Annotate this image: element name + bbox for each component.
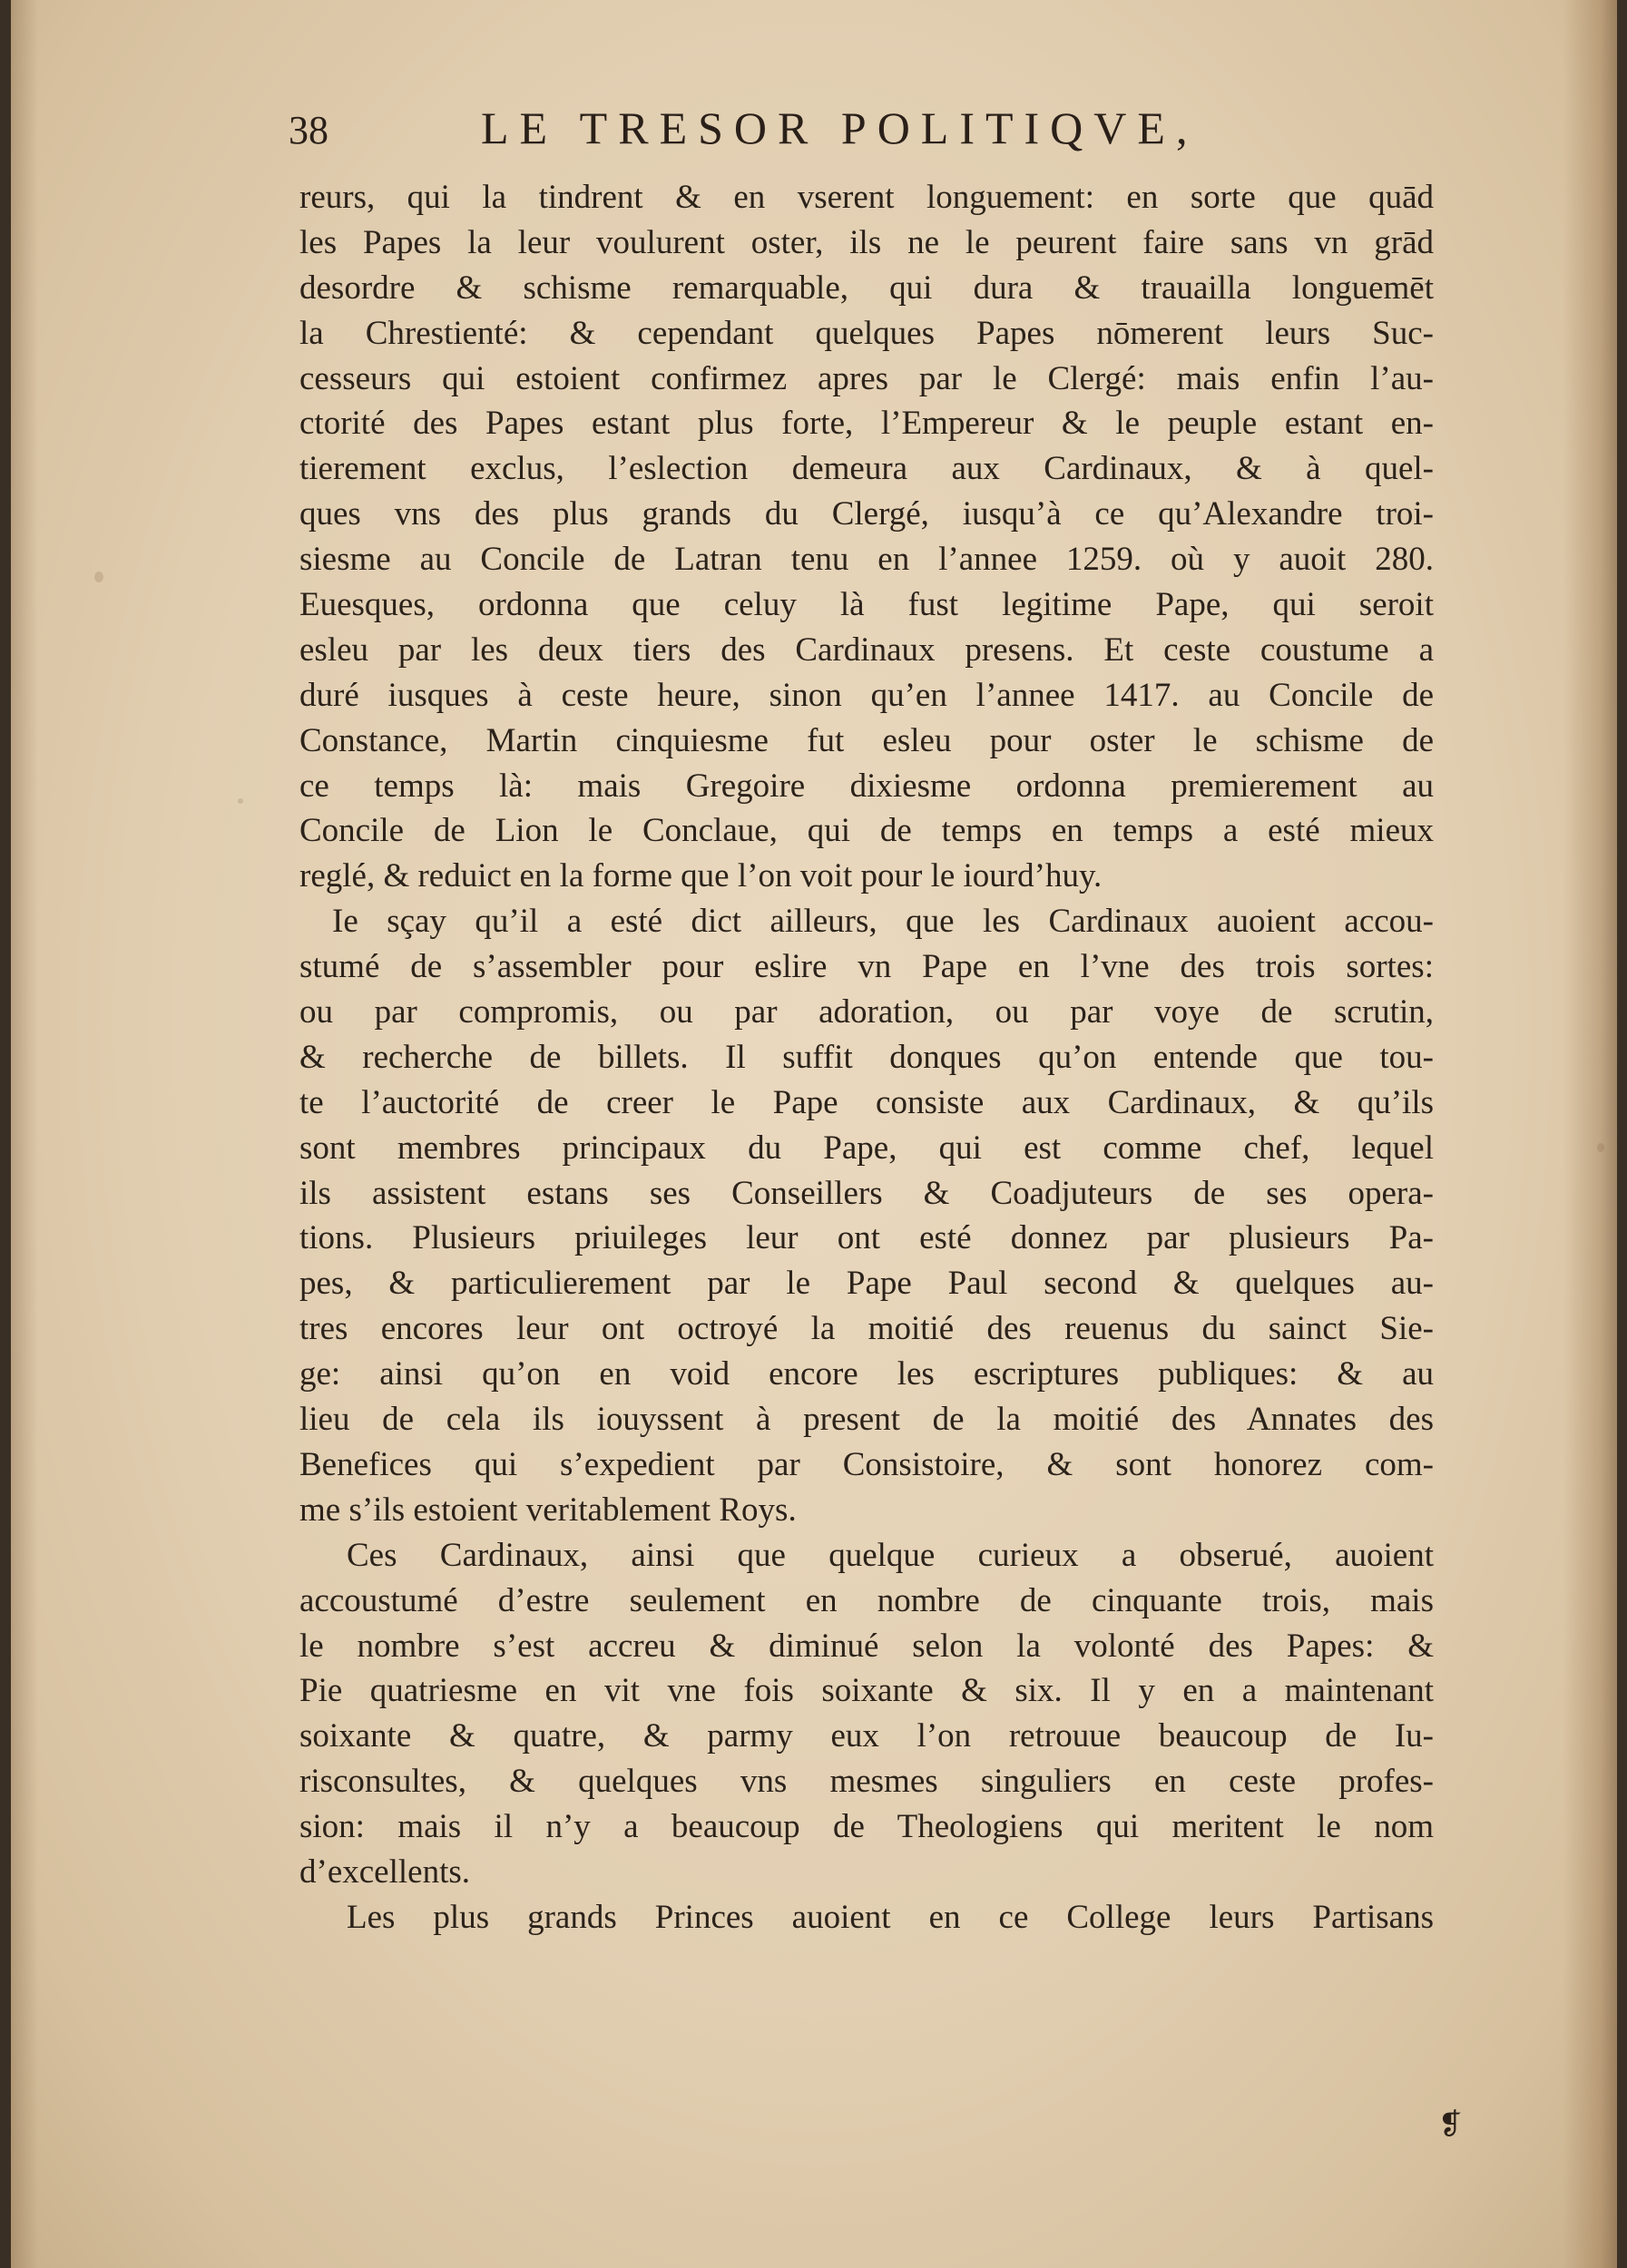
text-line: reglé, & reduict en la forme que l’on voit pour le iourd’huy. [299, 857, 1103, 895]
text-line: sion: mais il n’y a beaucoup de Theologiens qui meritent le nom [299, 1808, 1434, 1846]
book-page [11, 0, 1617, 2268]
text-line: soixante & quatre, & parmy eux l’on retrouue beaucoup de Iu- [299, 1717, 1434, 1755]
running-title: LE TRESOR POLITIQVE, [481, 103, 1199, 153]
page-number: 38 [289, 108, 328, 152]
text-line: desordre & schisme remarquable, qui dura & trauailla longuemēt [299, 269, 1434, 307]
text-line: la Chrestienté: & cependant quelques Papes nōmerent leurs Suc- [299, 314, 1434, 352]
text-line: & recherche de billets. Il suffit donques qu’on entende que tou- [299, 1038, 1434, 1076]
text-line: stumé de s’assembler pour eslire vn Pape en l’vne des trois sortes: [299, 948, 1434, 986]
pilcrow-mark: ❡ [1438, 2107, 1463, 2140]
text-line: tions. Plusieurs priuileges leur ont esté donnez par plusieurs Pa- [299, 1219, 1434, 1257]
ink-spot [238, 798, 243, 804]
text-line: Concile de Lion le Conclaue, qui de temps en temps a esté mieux [299, 812, 1434, 850]
text-line: d’excellents. [299, 1853, 470, 1891]
text-line: les Papes la leur voulurent oster, ils ne le peurent faire sans vn grād [299, 223, 1434, 261]
body-text [299, 175, 1434, 1941]
text-line: tierement exclus, l’eslection demeura aux Cardinaux, & à quel- [299, 450, 1434, 488]
text-line: reurs, qui la tindrent & en vserent longuement: en sorte que quād [299, 179, 1434, 216]
text-line: ge: ainsi qu’on en void encore les escriptures publiques: & au [299, 1355, 1434, 1393]
text-line: te l’auctorité de creer le Pape consiste aux Cardinaux, & qu’ils [299, 1083, 1434, 1121]
text-line: me s’ils estoient veritablement Roys. [299, 1491, 797, 1529]
page-right-shadow [1563, 0, 1617, 2268]
text-line: ou par compromis, ou par adoration, ou par voye de scrutin, [299, 993, 1434, 1031]
text-line: ils assistent estans ses Conseillers & Coadjuteurs de ses opera- [299, 1174, 1434, 1212]
ink-spot [1597, 1143, 1604, 1152]
text-line: ctorité des Papes estant plus forte, l’Empereur & le peuple estant en- [299, 405, 1434, 443]
text-line: sont membres principaux du Pape, qui est comme chef, lequel [299, 1129, 1434, 1167]
text-line: Les plus grands Princes auoient en ce College leurs Partisans [347, 1898, 1434, 1936]
text-line: duré iusques à ceste heure, sinon qu’en l’annee 1417. au Concile de [299, 676, 1434, 714]
text-line: Ie sçay qu’il a esté dict ailleurs, que les Cardinaux auoient accou- [332, 903, 1434, 941]
text-line: pes, & particulierement par le Pape Paul second & quelques au- [299, 1265, 1434, 1303]
page-header [272, 102, 1289, 165]
text-line: Ces Cardinaux, ainsi que quelque curieux a obserué, auoient [347, 1536, 1434, 1574]
text-line: siesme au Concile de Latran tenu en l’annee 1259. où y auoit 280. [299, 541, 1434, 579]
text-line: Benefices qui s’expedient par Consistoire, & sont honorez com- [299, 1445, 1434, 1483]
text-line: risconsultes, & quelques vns mesmes singuliers en ceste profes- [299, 1763, 1434, 1801]
text-line: tres encores leur ont octroyé la moitié des reuenus du sainct Sie- [299, 1310, 1434, 1348]
text-line: Pie quatriesme en vit vne fois soixante & six. Il y en a maintenant [299, 1672, 1434, 1710]
page-left-shadow [11, 0, 38, 2268]
text-line: le nombre s’est accreu & diminué selon la volonté des Papes: & [299, 1627, 1434, 1665]
text-line: lieu de cela ils iouyssent à present de la moitié des Annates des [299, 1401, 1434, 1439]
text-line: ce temps là: mais Gregoire dixiesme ordonna premierement au [299, 767, 1434, 805]
text-line: cesseurs qui estoient confirmez apres par le Clergé: mais enfin l’au- [299, 359, 1434, 397]
text-line: Euesques, ordonna que celuy là fust legitime Pape, qui seroit [299, 586, 1434, 624]
text-line: ques vns des plus grands du Clergé, iusqu’à ce qu’Alexandre troi- [299, 495, 1434, 533]
text-line: esleu par les deux tiers des Cardinaux presens. Et ceste coustume a [299, 631, 1434, 669]
text-line: accoustumé d’estre seulement en nombre de cinquante trois, mais [299, 1581, 1434, 1619]
text-line: Constance, Martin cinquiesme fut esleu pour oster le schisme de [299, 721, 1434, 759]
ink-spot [94, 572, 103, 582]
